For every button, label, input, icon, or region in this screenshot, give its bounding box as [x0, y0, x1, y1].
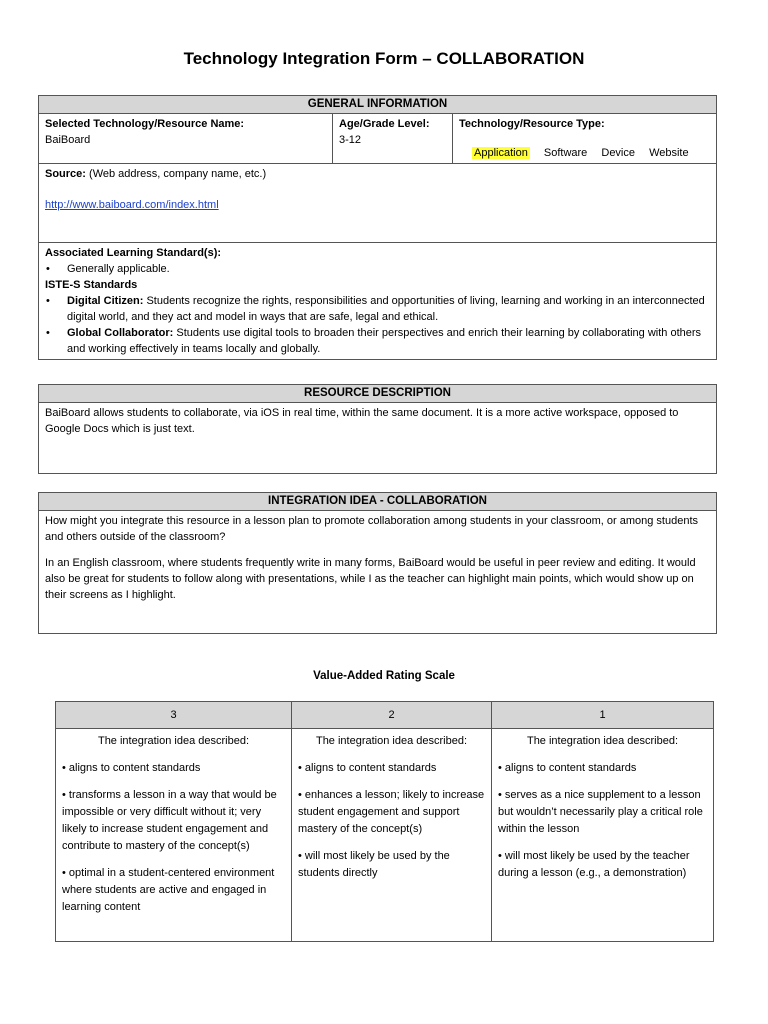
rating-scale-table — [55, 701, 714, 942]
type-option-software: Software — [543, 147, 588, 159]
resource-type-label: Technology/Resource Type: — [459, 118, 605, 130]
iste-standards-list — [45, 293, 710, 357]
rating-2-intro: The integration idea described: — [315, 735, 468, 747]
rating-1-point: • aligns to content standards — [498, 762, 637, 774]
iste-global-collaborator-text: Students use digital tools to broaden their perspectives and enrich their learning by collaborating with others and working effectively in teams locally and globally. — [67, 327, 702, 355]
rating-2-point: • will most likely be used by the students directly — [298, 850, 450, 879]
rating-3-point: • transforms a lesson in a way that would be impossible or very difficult without it; very likely to increase student engagement and contribute to mastery of the concept(s) — [62, 789, 277, 852]
integration-answer: In an English classroom, where students frequently write in many forms, BaiBoard would be useful in peer review and editing. It would also be great for students to follow along with presentations, while I as the teacher can highlight main points, which would show up on their screens as I highlight. — [45, 557, 696, 601]
rating-1-intro: The integration idea described: — [526, 735, 679, 747]
integration-question: How might you integrate this resource in a lesson plan to promote collaboration among students in your classroom, or among students and others outside of the classroom? — [45, 515, 699, 543]
integration-idea-header: INTEGRATION IDEA - COLLABORATION — [39, 493, 717, 511]
rating-3-column — [56, 729, 292, 942]
iste-digital-citizen-text: Students recognize the rights, responsibilities and opportunities of living, learning and working in an interconnected digital world, and they act and model in ways that are safe, legal and ethical. — [67, 295, 705, 323]
rating-3-point: • aligns to content standards — [62, 762, 201, 774]
rating-1-point: • serves as a nice supplement to a lesson but wouldn’t necessarily play a critical role within the lesson — [498, 789, 703, 835]
rating-1-column — [492, 729, 714, 942]
iste-standards-label: ISTE-S Standards — [45, 279, 138, 291]
source-label: Source: — [45, 168, 86, 180]
rating-2-header: 2 — [292, 702, 492, 729]
iste-digital-citizen — [45, 293, 710, 325]
resource-description-header: RESOURCE DESCRIPTION — [39, 385, 717, 403]
general-information-header: GENERAL INFORMATION — [39, 96, 717, 114]
standards-label: Associated Learning Standard(s): — [45, 247, 222, 259]
form-title: Technology Integration Form – COLLABORATION — [183, 49, 585, 68]
age-grade-label: Age/Grade Level: — [339, 118, 430, 130]
source-link[interactable]: http://www.baiboard.com/index.html — [45, 199, 219, 211]
iste-digital-citizen-term: Digital Citizen: — [67, 295, 144, 307]
rating-1-header: 1 — [492, 702, 714, 729]
tech-name-cell — [39, 114, 333, 164]
resource-description-table — [38, 384, 717, 474]
rating-3-intro: The integration idea described: — [97, 735, 250, 747]
rating-3-point: • optimal in a student-centered environment where students are active and engaged in learning content — [62, 867, 275, 913]
resource-type-cell — [453, 114, 717, 164]
general-standards-list — [45, 261, 710, 277]
rating-scale-title: Value-Added Rating Scale — [313, 670, 455, 682]
source-hint: (Web address, company name, etc.) — [85, 168, 267, 180]
rating-1-point: • will most likely be used by the teacher during a lesson (e.g., a demonstration) — [498, 850, 690, 879]
standards-cell — [39, 243, 717, 360]
resource-type-options — [459, 145, 710, 161]
tech-name-value: BaiBoard — [45, 134, 91, 146]
type-option-application: Application — [474, 147, 528, 159]
age-grade-cell — [333, 114, 453, 164]
standard-general: • Generally applicable. — [45, 261, 710, 277]
rating-2-column — [292, 729, 492, 942]
type-option-device: Device — [601, 147, 635, 159]
integration-idea-table — [38, 492, 717, 634]
resource-description-text: BaiBoard allows students to collaborate, via iOS in real time, within the same document. It is a more active workspace, opposed to Google Docs which is just text. — [39, 403, 717, 474]
age-grade-value: 3-12 — [339, 134, 362, 146]
source-cell — [39, 164, 717, 243]
iste-global-collaborator — [45, 325, 710, 357]
general-information-table — [38, 95, 717, 360]
iste-global-collaborator-term: Global Collaborator: — [67, 327, 174, 339]
rating-2-point: • aligns to content standards — [298, 762, 437, 774]
tech-name-label: Selected Technology/Resource Name: — [45, 118, 245, 130]
integration-idea-cell — [39, 511, 717, 634]
rating-2-point: • enhances a lesson; likely to increase student engagement and support mastery of the concept(s) — [298, 789, 485, 835]
rating-3-header: 3 — [56, 702, 292, 729]
type-option-website: Website — [649, 147, 689, 159]
